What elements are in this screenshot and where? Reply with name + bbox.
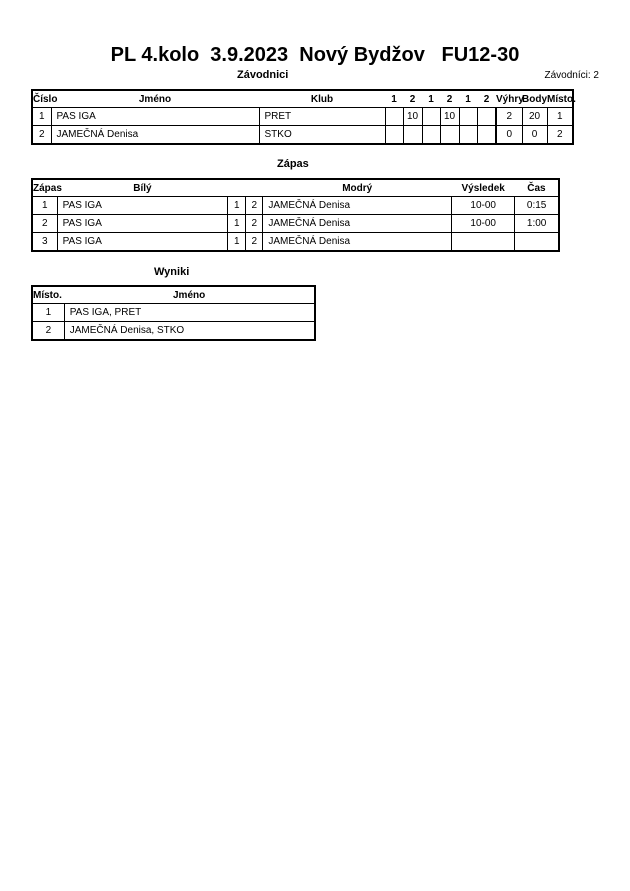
competitors-table — [31, 89, 574, 145]
white-competitor: PAS IGA — [57, 215, 228, 233]
result-row — [32, 304, 315, 322]
wins-cell: 0 — [496, 126, 522, 145]
place-cell: 1 — [547, 108, 573, 126]
col-header-score-4: 2 — [440, 90, 459, 108]
col-header-modry: Modrý — [263, 179, 452, 197]
score-cell: 10 — [403, 108, 422, 126]
competitor-number: 1 — [32, 108, 51, 126]
match-result — [452, 233, 515, 252]
col-header-bily: Bílý — [57, 179, 228, 197]
blue-number: 2 — [246, 215, 263, 233]
points-cell: 0 — [522, 126, 547, 145]
match-number: 2 — [32, 215, 57, 233]
points-cell: 20 — [522, 108, 547, 126]
match-time: 0:15 — [515, 197, 559, 215]
score-cell — [403, 126, 422, 145]
score-cell — [477, 108, 496, 126]
col-header-misto: Místo. — [547, 90, 573, 108]
score-cell — [459, 108, 477, 126]
result-name: PAS IGA, PRET — [64, 304, 315, 322]
col-header-misto: Místo. — [32, 286, 64, 304]
score-cell: 10 — [440, 108, 459, 126]
competitor-name: PAS IGA — [51, 108, 259, 126]
white-number: 1 — [228, 197, 246, 215]
white-number: 1 — [228, 233, 246, 252]
competitors-count: Závodníci: 2 — [544, 70, 599, 81]
score-cell — [459, 126, 477, 145]
blue-number: 2 — [246, 233, 263, 252]
matches-table — [31, 178, 560, 252]
score-cell — [422, 126, 440, 145]
results-table — [31, 285, 316, 341]
result-name: JAMEČNÁ Denisa, STKO — [64, 322, 315, 341]
col-header-vysledek: Výsledek — [452, 179, 515, 197]
competitor-club: STKO — [259, 126, 385, 145]
col-header-cas: Čas — [515, 179, 559, 197]
results-heading: Wyniki — [154, 266, 190, 278]
place-cell: 2 — [547, 126, 573, 145]
match-time — [515, 233, 559, 252]
match-number: 3 — [42, 235, 48, 247]
blue-competitor: JAMEČNÁ Denisa — [263, 233, 452, 252]
score-cell — [477, 126, 496, 145]
results-header-row — [32, 286, 315, 304]
match-row — [32, 197, 559, 215]
match-row — [32, 215, 559, 233]
competitors-header-row — [32, 90, 573, 108]
white-competitor: PAS IGA — [57, 197, 228, 215]
score-cell — [385, 126, 403, 145]
col-header-score-5: 1 — [459, 90, 477, 108]
blue-competitor: JAMEČNÁ Denisa — [263, 215, 452, 233]
score-cell — [440, 126, 459, 145]
competitor-row — [32, 108, 573, 126]
matches-heading: Zápas — [277, 158, 309, 170]
col-header-body: Body — [522, 90, 547, 108]
blue-competitor: JAMEČNÁ Denisa — [263, 197, 452, 215]
col-header-cislo: Číslo — [32, 90, 51, 108]
competitor-row — [32, 126, 573, 145]
match-number: 1 — [32, 197, 57, 215]
col-header-score-6: 2 — [477, 90, 496, 108]
competitor-number: 2 — [38, 128, 45, 140]
score-cell — [385, 108, 403, 126]
col-header-jmeno: Jméno — [64, 286, 315, 304]
col-header-score-1: 1 — [385, 90, 403, 108]
col-header-vyhry: Výhry — [496, 90, 522, 108]
result-place: 2 — [45, 324, 52, 336]
wins-cell: 2 — [496, 108, 522, 126]
col-header-jmeno: Jméno — [51, 90, 259, 108]
match-result: 10-00 — [452, 197, 515, 215]
competitor-name: JAMEČNÁ Denisa — [51, 126, 259, 145]
col-header-zapas: Zápas — [32, 179, 57, 197]
competitors-heading: Závodnici — [237, 69, 289, 81]
col-header-score-3: 1 — [422, 90, 440, 108]
result-place: 1 — [32, 304, 64, 322]
col-header-klub: Klub — [259, 90, 385, 108]
match-row — [32, 233, 559, 252]
white-competitor: PAS IGA — [57, 233, 228, 252]
competitor-club: PRET — [259, 108, 385, 126]
match-time: 1:00 — [515, 215, 559, 233]
col-header-score-2: 2 — [403, 90, 422, 108]
white-number: 1 — [228, 215, 246, 233]
result-row — [32, 322, 315, 341]
match-result: 10-00 — [452, 215, 515, 233]
blue-number: 2 — [246, 197, 263, 215]
page-title: PL 4.kolo 3.9.2023 Nový Bydžov FU12-30 — [110, 44, 520, 66]
score-cell — [422, 108, 440, 126]
matches-header-row — [32, 179, 559, 197]
